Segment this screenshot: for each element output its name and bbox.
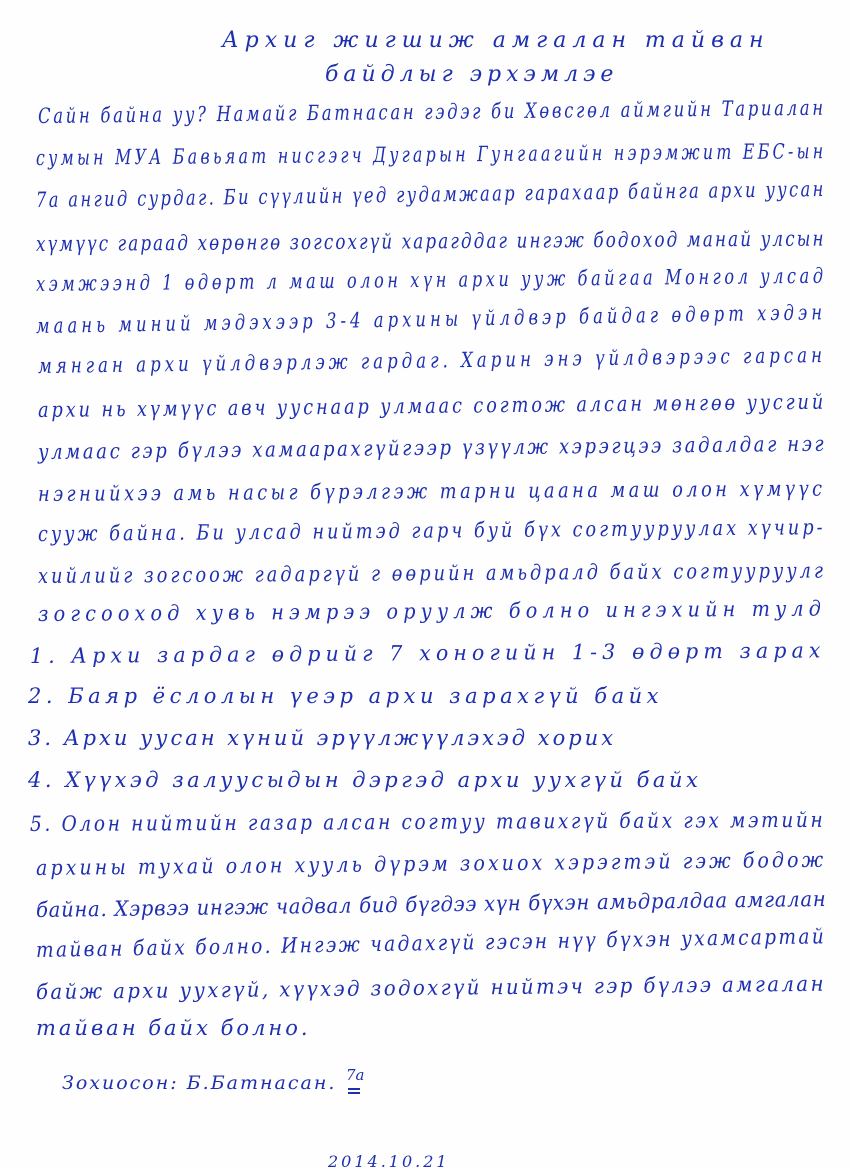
body-line-1: Сайн байна уу? Намайг Батнасан гэдэг би Хөвсгөл аймгийн Тариалан [37,95,826,128]
signature: Зохиосон: Б.Батнасан. [62,1072,337,1094]
body-line-6: маань миний мэдэхээр 3-4 архины үйлдвэр байдаг өдөрт хэдэн [35,300,827,338]
list-item-5: 5. Олон нийтийн газар алсан согтуу тавихгүй байх гэх мэтийн [29,807,826,836]
class-note-underline-2 [348,1092,360,1094]
body-line-4: хүмүүс гараад хөрөнгө зогсохгүй харагддаг ингэж бодоход манай улсын [35,226,826,256]
class-note-underline [348,1088,360,1090]
body-line-11: сууж байна. Би улсад нийтэд гарч буй бүх согтууруулах хүчир- [37,515,826,546]
closing-line-5: тайван байх болно. [36,1016,311,1040]
list-item-3: 3. Архи уусан хүний эрүүлжүүлэхэд хорих [28,726,617,750]
body-line-13: зогсооход хувь нэмрээ оруулж болно ингэхийн тулд [37,596,827,626]
body-line-10: нэгнийхээ амь насыг бүрэлгэж тарни цаана маш олон хүмүүс [37,476,826,506]
closing-line-2: байна. Хэрвээ ингэж чадвал бид бүгдээ хүн бүхэн амьдралдаа амгалан [35,886,827,922]
body-line-3: 7а ангид сурдаг. Би сүүлийн үед гудамжаар гарахаар байнга архи уусан [35,176,826,212]
closing-line-3: тайван байх болно. Ингэж чадахгүй гэсэн нүү бүхэн ухамсартай [35,924,827,962]
list-item-4: 4. Хүүхэд залуусыдын дэргэд архи уухгүй байх [28,768,702,792]
letter-date: 2014.10.21 [328,1152,450,1171]
class-note: 7а [346,1066,365,1084]
body-line-2: сумын МУА Бавьяат нисгэгч Дугарын Гунгаагийн нэрэмжит ЕБС-ын [35,139,827,170]
letter-title-line-1: Архиг жигшиж амгалан тайван [222,28,770,53]
list-item-1: 1. Архи зардаг өдрийг 7 хоногийн 1-3 өдөрт зарах [29,638,826,668]
body-line-7: мянган архи үйлдвэрлэж гардаг. Харин энэ үйлдвэрээс гарсан [37,342,827,378]
body-line-12: хийлийг зогсоож гадаргүй г өөрийн амьдралд байх согтууруулг [37,558,827,588]
body-line-5: хэмжээнд 1 өдөрт л маш олон хүн архи ууж байгаа Монгол улсад [35,263,827,296]
closing-line-1: архины тухай олон хууль дүрэм зохиох хэрэгтэй гэж бодож [35,847,827,880]
letter-title-line-2: байдлыг эрхэмлэе [325,62,619,87]
body-line-8: архи нь хүмүүс авч ууснаар улмаас согтож алсан мөнгөө уусгий [37,389,827,422]
closing-line-4: байж архи уухгүй, хүүхэд зодохгүй нийтэч гэр бүлээ амгалан [35,971,827,1004]
list-item-2: 2. Баяр ёслолын үеэр архи зарахгүй байх [28,684,663,708]
body-line-9: улмаас гэр бүлээ хамаарахгүйгээр үзүүлж хэрэгцээ задалдаг нэг [37,431,827,464]
